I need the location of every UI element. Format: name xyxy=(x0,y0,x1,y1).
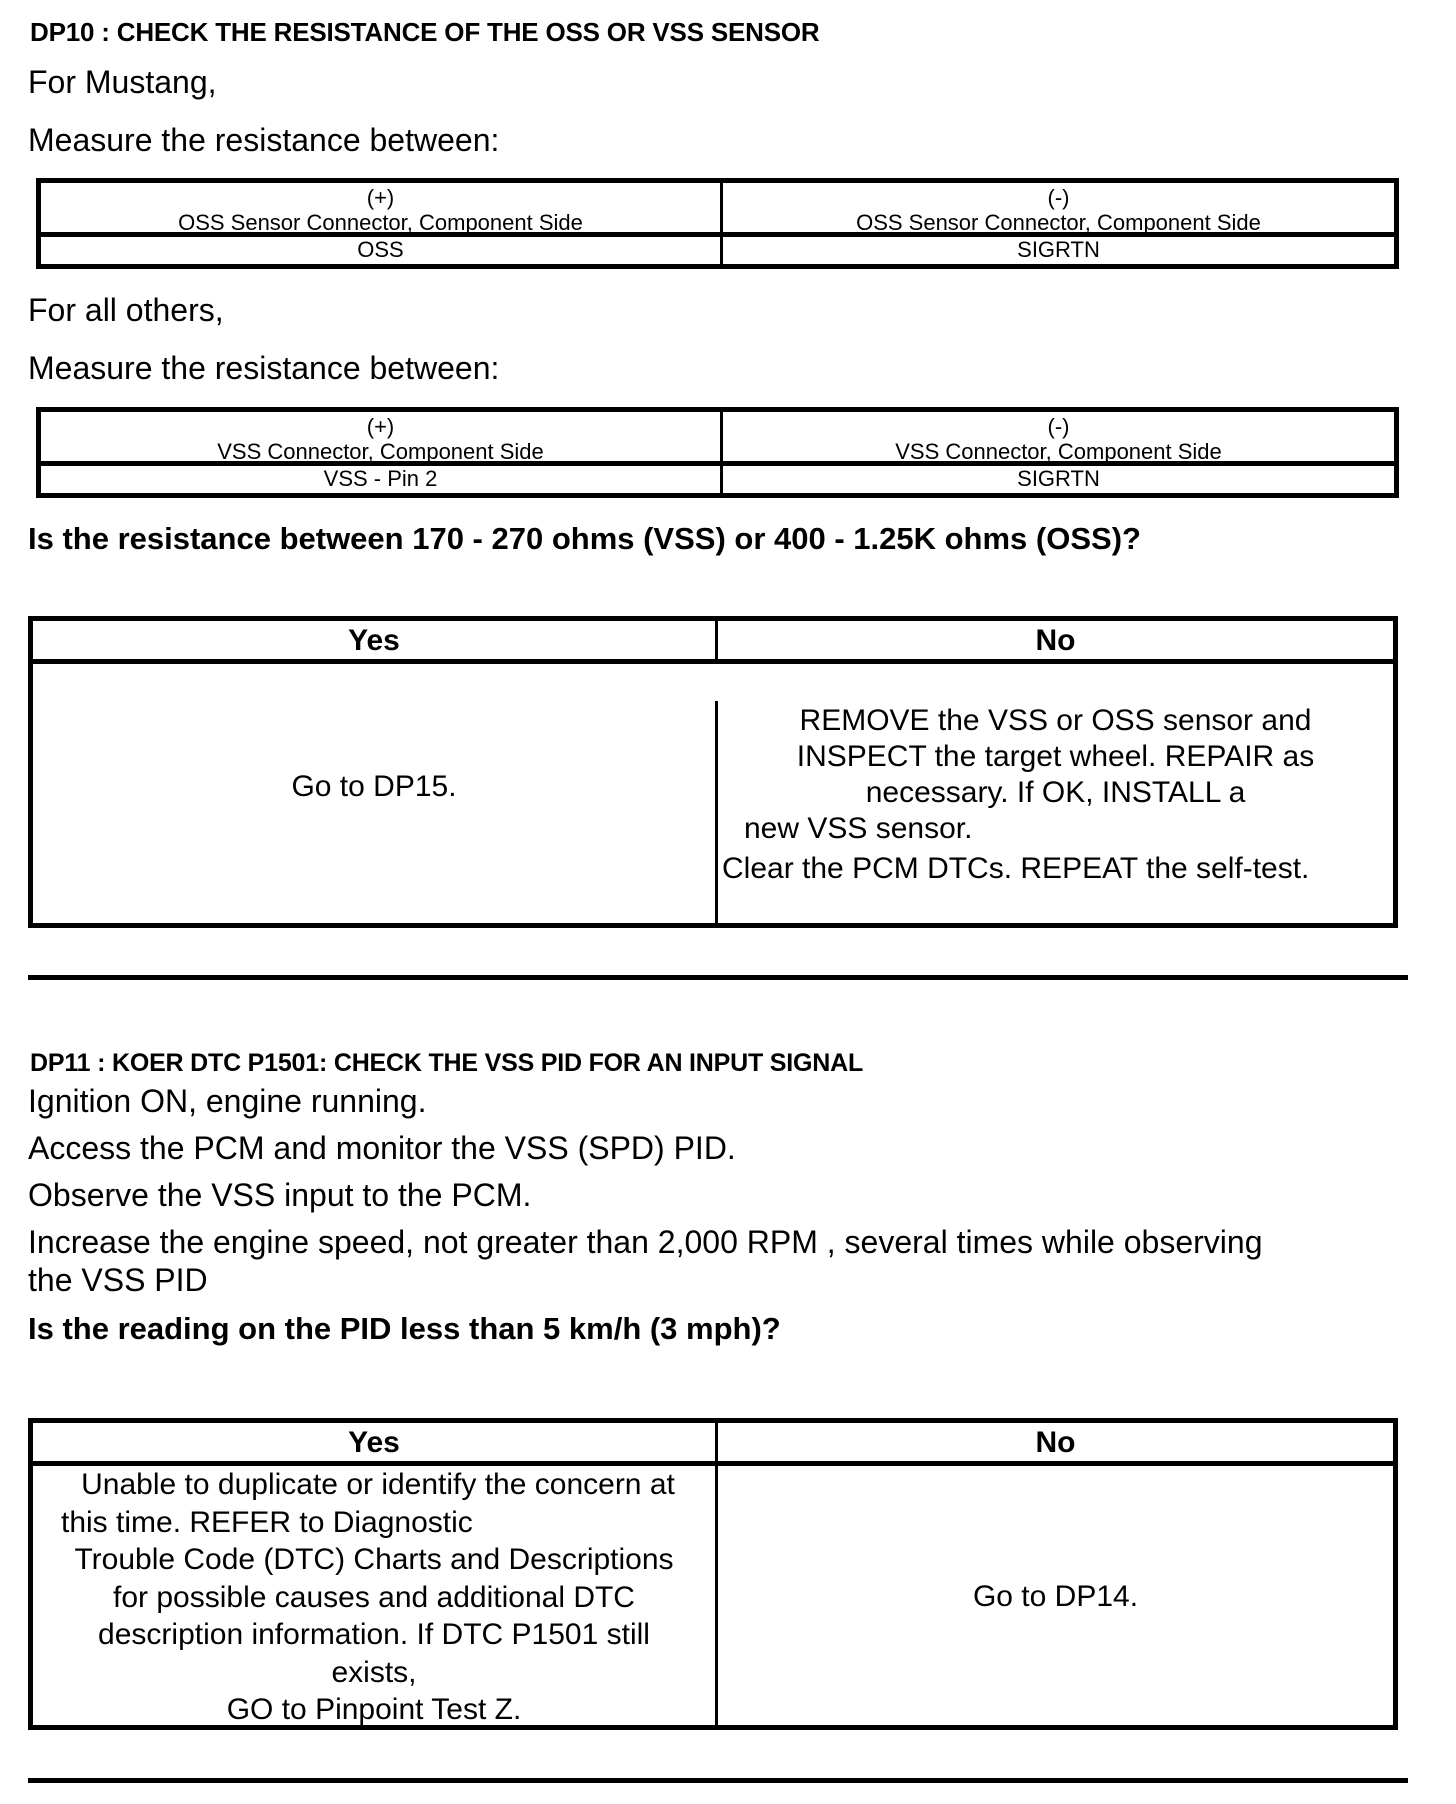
minus-value: SIGRTN xyxy=(1017,237,1100,262)
dp11-heading: DP11 : KOER DTC P1501: CHECK THE VSS PID FOR AN INPUT SIGNAL xyxy=(30,1049,864,1077)
dp11-question: Is the reading on the PID less than 5 km/h (3 mph)? xyxy=(28,1311,781,1346)
plus-header: VSS Connector, Component Side xyxy=(217,439,544,464)
minus-value: SIGRTN xyxy=(1017,466,1100,491)
dp10-question: Is the resistance between 170 - 270 ohms (VSS) or 400 - 1.25K ohms (OSS)? xyxy=(28,521,1141,556)
mustang-resistance-table xyxy=(36,178,1399,269)
measure-label-mustang: Measure the resistance between: xyxy=(28,122,500,158)
yes-header: Yes xyxy=(33,621,718,664)
dp11-yes-no-table xyxy=(28,1418,1398,1730)
plus-sign: (+) xyxy=(366,414,395,439)
no-line: Clear the PCM DTCs. REPEAT the self-test. xyxy=(722,851,1310,885)
minus-header: VSS Connector, Component Side xyxy=(895,439,1222,464)
minus-sign: (-) xyxy=(1047,185,1070,210)
yes-line: Trouble Code (DTC) Charts and Descriptions xyxy=(74,1543,674,1576)
dp11-step: Observe the VSS input to the PCM. xyxy=(28,1177,532,1213)
yes-line: exists, xyxy=(331,1655,417,1689)
plus-header: OSS Sensor Connector, Component Side xyxy=(178,210,583,235)
plus-sign: (+) xyxy=(366,185,395,210)
no-header: No xyxy=(718,621,1393,664)
yes-line: Unable to duplicate or identify the concern at xyxy=(81,1468,675,1501)
no-text: Go to DP14. xyxy=(972,1580,1139,1614)
no-cell xyxy=(718,701,1393,924)
dp10-yes-no-table xyxy=(28,616,1398,928)
plus-header-cell xyxy=(41,183,723,237)
plus-value: OSS xyxy=(41,237,723,264)
section-divider xyxy=(28,975,1408,980)
dp11-step: Ignition ON, engine running. xyxy=(28,1083,427,1119)
yes-cell xyxy=(33,701,718,924)
yes-line: GO to Pinpoint Test Z. xyxy=(226,1693,522,1726)
no-line: new VSS sensor. xyxy=(744,811,973,845)
no-line: necessary. If OK, INSTALL a xyxy=(865,775,1246,809)
mustang-label: For Mustang, xyxy=(28,64,217,100)
yes-line: for possible causes and additional DTC xyxy=(113,1580,635,1614)
no-cell xyxy=(718,1466,1393,1729)
no-header: No xyxy=(718,1423,1393,1466)
plus-header-cell xyxy=(41,412,723,466)
minus-header-cell xyxy=(723,412,1394,466)
section-divider xyxy=(28,1778,1408,1783)
minus-sign: (-) xyxy=(1047,414,1070,439)
dp11-step: the VSS PID xyxy=(28,1262,208,1298)
others-label: For all others, xyxy=(28,292,224,328)
yes-cell xyxy=(33,1466,718,1729)
dp11-step: Increase the engine speed, not greater than 2,000 RPM , several times while observing xyxy=(28,1224,1263,1260)
plus-value: VSS - Pin 2 xyxy=(41,466,723,493)
measure-label-others: Measure the resistance between: xyxy=(28,350,500,386)
yes-line: this time. REFER to Diagnostic xyxy=(61,1505,473,1539)
yes-line: description information. If DTC P1501 still xyxy=(98,1618,650,1651)
yes-header: Yes xyxy=(33,1423,718,1466)
dp10-heading: DP10 : CHECK THE RESISTANCE OF THE OSS OR VSS SENSOR xyxy=(30,17,820,47)
yes-text: Go to DP15. xyxy=(291,769,457,803)
no-line: REMOVE the VSS or OSS sensor and xyxy=(799,703,1312,737)
minus-header: OSS Sensor Connector, Component Side xyxy=(856,210,1261,235)
minus-header-cell xyxy=(723,183,1394,237)
dp11-step: Access the PCM and monitor the VSS (SPD) PID. xyxy=(28,1130,736,1166)
no-line: INSPECT the target wheel. REPAIR as xyxy=(796,739,1315,773)
others-resistance-table xyxy=(36,407,1399,498)
